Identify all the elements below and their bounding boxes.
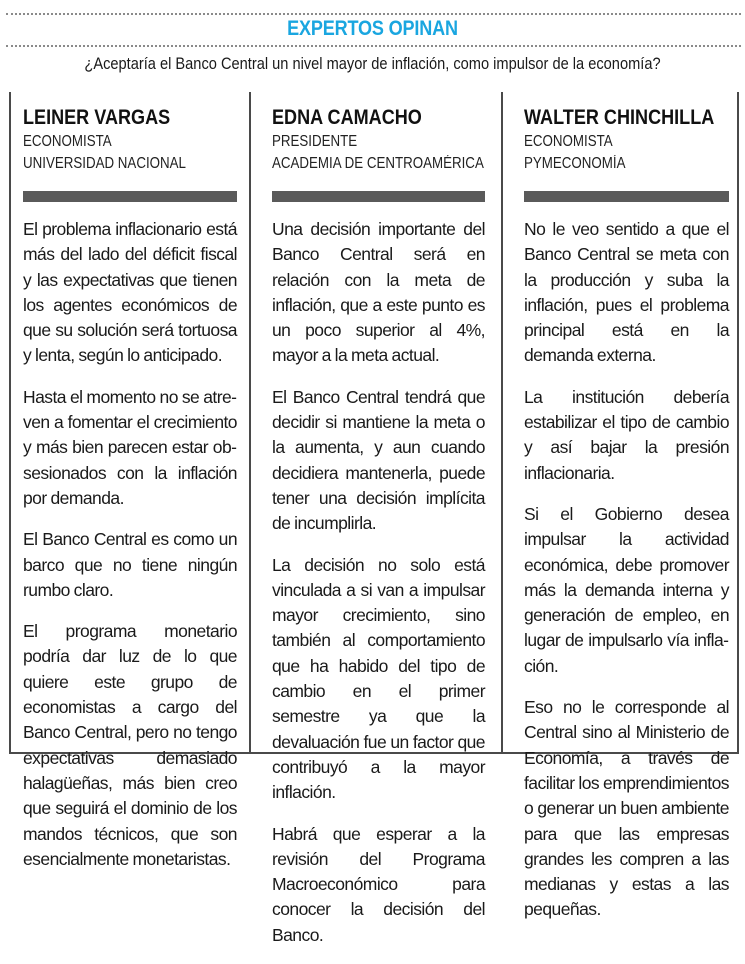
top-dotted-rule [6,13,741,15]
opinion-paragraph: Habrá que esperar a la revisión del Programa Macroeconómico para conocer la decisión del Banco. [272,823,485,945]
opinion-paragraph: No le veo sentido a que el Banco Central se meta con la producción y suba la inflación, pues el problema principal está en la demanda externa. [524,219,729,366]
opinion-paragraph: Si el Gobierno desea impulsar la actividad económica, debe promover más la demanda interna y generación de empleo, en lugar de impulsarlo vía inflación. [524,503,729,676]
expert-organization: UNIVERSIDAD NACIONAL [23,155,186,172]
title-dotted-rule [6,45,741,47]
expert-organization: PYMECONOMÍA [524,155,626,172]
divider-bar [23,191,237,202]
opinion-paragraph: El problema inflacionario está más del lado del déficit fiscal y las expectativas que tienen los agentes económicos de que su solución será tortuosa y lenta, según lo anticipado. [23,219,237,366]
expert-column-2 [249,92,501,945]
expert-name: LEINER VARGAS [23,106,171,129]
expert-role: PRESIDENTE [272,133,358,150]
opinion-paragraph: El programa monetario podría dar luz de lo que quiere este grupo de economistas a cargo del Banco Central, pero no tengo expectativas demasiado halagüeñas, más bien creo que seguirá el dominio de los mandos técnicos, que son esencialmente monetaristas. [23,621,237,869]
opinion-paragraph: La decisión no solo está vinculada a si van a impulsar mayor crecimiento, sino también al comportamiento que ha habido del tipo de cambio en el primer semestre ya que la devaluación fue un factor que contribuyó a la mayor inflación. [272,554,485,803]
question-text: ¿Aceptaría el Banco Central un nivel mayor de inflación, como impulsor de la economía? [84,54,661,73]
experts-grid [9,92,739,945]
opinion-paragraph: Hasta el momento no se atreven a fomentar el crecimiento y más bien parecen estar obsesionados con la inflación por demanda. [23,386,237,508]
expert-role: ECONOMISTA [23,133,112,150]
expert-column-1 [11,92,249,869]
divider-bar [272,191,485,202]
opinion-paragraph: El Banco Central tendrá que decidir si mantiene la meta o la aumenta, y aun cuando decidiera mantenerla, puede tener una decisión implícita de incumplirla. [272,386,485,534]
expert-organization: ACADEMIA DE CENTROAMÉRICA [272,155,484,172]
opinion-paragraph: La institución debería estabilizar el tipo de cambio y así bajar la presión inflacionaria. [524,386,729,483]
opinion-paragraph: El Banco Central es como un barco que no tiene ningún rumbo claro. [23,529,237,600]
expert-role: ECONOMISTA [524,133,613,150]
section-title: EXPERTOS OPINAN [287,17,458,40]
opinion-paragraph: Eso no le corresponde al Central sino al Ministerio de Economía, a través de facilitar los emprendimientos o generar un buen ambiente para que las empresas grandes les compren a las medianas y estas a las pequeñas. [524,697,729,920]
divider-bar [524,191,729,202]
expert-name: EDNA CAMACHO [272,106,422,129]
opinion-paragraph: Una decisión importante del Banco Central será en relación con la meta de inflación, que a este punto es un poco superior al 4%, mayor a la meta actual. [272,219,485,366]
expert-column-3 [501,92,739,920]
expert-name: WALTER CHINCHILLA [524,106,715,129]
